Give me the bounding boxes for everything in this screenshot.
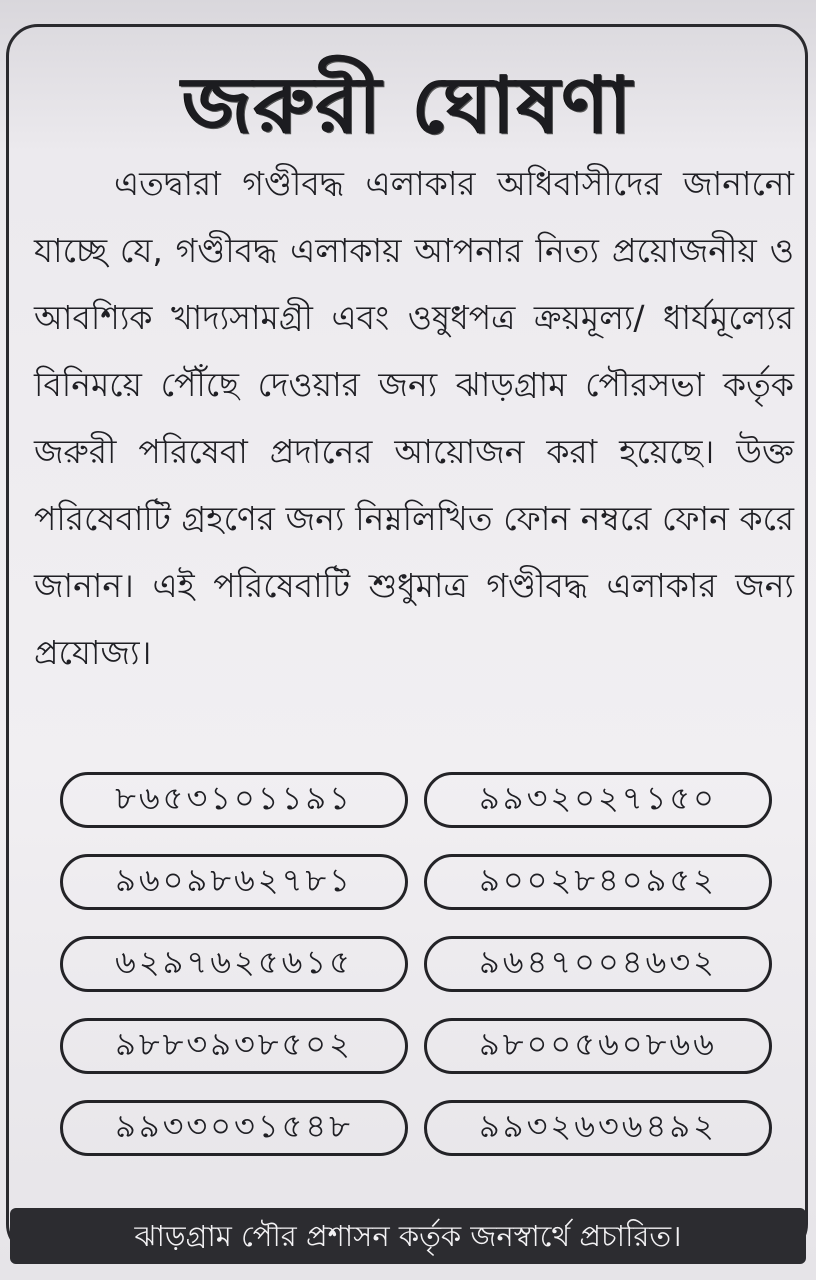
phone-number-list [60, 772, 790, 1156]
phone-number: ৯৮০০৫৬০৮৬৬ [424, 1018, 772, 1074]
notice-title: জরুরী ঘোষণা [182, 61, 634, 151]
phone-number: ৯৬০৯৮৬২৭৮১ [60, 854, 408, 910]
phone-number: ৮৬৫৩১০১১৯১ [60, 772, 408, 828]
phone-number: ৬২৯৭৬২৫৬১৫ [60, 936, 408, 992]
phone-number: ৯৬৪৭০০৪৬৩২ [424, 936, 772, 992]
phone-number: ৯৯৩২৬৩৬৪৯২ [424, 1100, 772, 1156]
phone-number: ৯৮৮৩৯৩৮৫০২ [60, 1018, 408, 1074]
notice-body: এতদ্বারা গণ্ডীবদ্ধ এলাকার অধিবাসীদের জানানো যাচ্ছে যে, গণ্ডীবদ্ধ এলাকায় আপনার নিত্য প্রয়োজনীয় ও আবশ্যিক খাদ্যসামগ্রী এবং ওষুধপত্র ক্রয়মূল্য/ ধার্যমূল্যের বিনিময়ে পৌঁছে দেওয়ার জন্য ঝাড়গ্রাম পৌরসভা কর্তৃক জরুরী পরিষেবা প্রদানের আয়োজন করা হয়েছে। উক্ত পরিষেবাটি গ্রহণের জন্য নিম্নলিখিত ফোন নম্বরে ফোন করে জানান। এই পরিষেবাটি শুধুমাত্র গণ্ডীবদ্ধ এলাকার জন্য প্রযোজ্য। [34, 164, 794, 672]
phone-number: ৯৯৩২০২৭১৫০ [424, 772, 772, 828]
footer-banner: ঝাড়গ্রাম পৌর প্রশাসন কর্তৃক জনস্বার্থে প্রচারিত। [10, 1208, 806, 1264]
phone-number: ৯০০২৮৪০৯৫২ [424, 854, 772, 910]
phone-number: ৯৯৩৩০৩১৫৪৮ [60, 1100, 408, 1156]
